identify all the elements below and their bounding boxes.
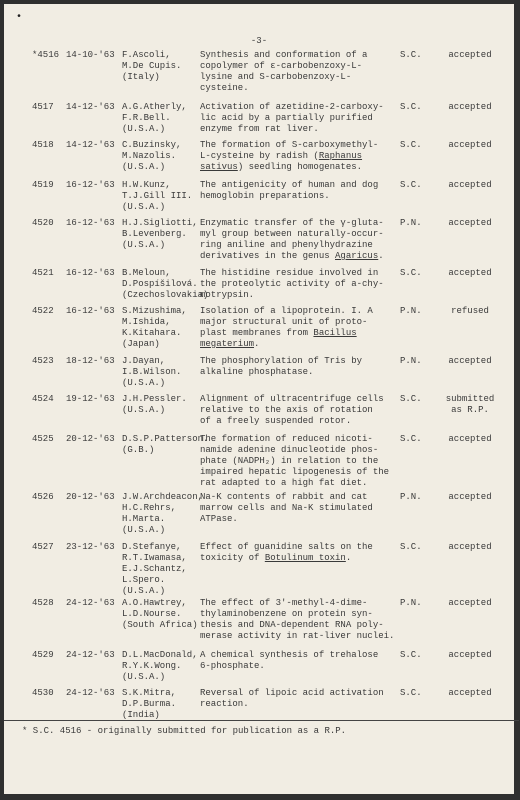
author-line: H.C.Rehrs, [122, 503, 177, 513]
entry-status [434, 268, 506, 279]
entry-code: S.C. [400, 542, 422, 552]
entry-code: S.C. [400, 688, 422, 698]
entry-authors [122, 492, 203, 536]
title-line: ATPase. [200, 514, 238, 524]
status-line: as R.P. [451, 405, 489, 415]
author-line: (U.S.A.) [122, 405, 166, 415]
entry-title [200, 598, 394, 642]
entry-code: S.C. [400, 268, 422, 278]
entry-number: 4517 [32, 102, 54, 112]
entry-title [200, 50, 367, 94]
entry-title [200, 542, 373, 564]
title-line: lic acid by a partially purified [200, 113, 373, 123]
title-line: plast membranes from Bacillus [200, 328, 357, 338]
author-line: M.Ishida, [122, 317, 171, 327]
title-line: The antigenicity of human and dog [200, 180, 379, 190]
entry-authors [122, 598, 198, 631]
entry-date: 24-12-'63 [66, 688, 115, 698]
status-line: accepted [448, 180, 492, 190]
entry-code: S.C. [400, 50, 422, 60]
entry-code: S.C. [400, 102, 422, 112]
author-line: (India) [122, 710, 160, 720]
author-line: D.Stefanye, [122, 542, 182, 552]
author-line: (U.S.A.) [122, 378, 166, 388]
status-line: accepted [448, 598, 492, 608]
author-line: (U.S.A.) [122, 672, 166, 682]
entry-code: S.C. [400, 434, 422, 444]
title-line: alkaline phosphatase. [200, 367, 314, 377]
author-line: H.W.Kunz, [122, 180, 171, 190]
title-line: thesis and DNA-dependent RNA poly- [200, 620, 384, 630]
entry-authors [122, 394, 187, 416]
entry-authors [122, 140, 181, 173]
author-line: L.Spero. [122, 575, 166, 585]
entry-title [200, 218, 384, 262]
title-line: derivatives in the genus Agaricus. [200, 251, 384, 261]
entry-date: 18-12-'63 [66, 356, 115, 366]
entry-date: 16-12-'63 [66, 268, 115, 278]
entry-status [434, 180, 506, 191]
entry-authors [122, 356, 181, 389]
entry-number: 4528 [32, 598, 54, 608]
entry-status [434, 140, 506, 151]
title-line: thylaminobenzene on protein syn- [200, 609, 373, 619]
entry-authors [122, 180, 192, 213]
footnote: * S.C. 4516 - originally submitted for publication as a R.P. [22, 726, 347, 736]
entry-date: 16-12-'63 [66, 306, 115, 316]
title-line: impaired hepatic lipogenesis of the [200, 467, 390, 477]
title-line: motrypsin. [200, 290, 255, 300]
entry-status [434, 688, 506, 699]
entry-number: 4520 [32, 218, 54, 228]
entry-status [434, 542, 506, 553]
entry-code: P.N. [400, 356, 422, 366]
entry-number: 4526 [32, 492, 54, 502]
entry-date: 23-12-'63 [66, 542, 115, 552]
entry-authors [122, 434, 208, 456]
entry-number: 4525 [32, 434, 54, 444]
entry-status [434, 434, 506, 445]
footnote-rule [4, 720, 519, 721]
status-line: refused [451, 306, 489, 316]
title-line: The formation of S-carboxymethyl- [200, 140, 379, 150]
entry-code: S.C. [400, 180, 422, 190]
title-line: Isolation of a lipoprotein. I. A [200, 306, 373, 316]
title-line: toxicity of Botulinum toxin. [200, 553, 352, 563]
entry-authors [122, 650, 198, 683]
title-line: sativus) seedling homogenates. [200, 162, 363, 172]
entry-date: 14-12-'63 [66, 102, 115, 112]
author-line: A.O.Hawtrey, [122, 598, 187, 608]
title-line: megaterium. [200, 339, 260, 349]
title-line: phate (NADPH₂) in relation to the [200, 456, 379, 466]
title-line: rat adapted to a high fat diet. [200, 478, 368, 488]
author-line: S.K.Mitra, [122, 688, 177, 698]
author-line: I.B.Wilson. [122, 367, 182, 377]
entry-status [434, 306, 506, 317]
author-line: (Italy) [122, 72, 160, 82]
entry-code: P.N. [400, 218, 422, 228]
entry-status [434, 598, 506, 609]
author-line: D.S.P.Patterson. [122, 434, 209, 444]
entry-status [434, 492, 506, 503]
title-line: Activation of azetidine-2-carboxy- [200, 102, 384, 112]
title-line: enzyme from rat liver. [200, 124, 319, 134]
entry-code: P.N. [400, 598, 422, 608]
author-line: D.L.MacDonald, [122, 650, 198, 660]
entry-title [200, 180, 378, 202]
entry-number: 4524 [32, 394, 54, 404]
entry-title [200, 492, 373, 525]
document-page [4, 4, 514, 794]
title-line: of a freely suspended rotor. [200, 416, 352, 426]
author-line: C.Buzinsky, [122, 140, 182, 150]
entry-number: 4521 [32, 268, 54, 278]
title-line: Synthesis and conformation of a [200, 50, 368, 60]
entry-code: S.C. [400, 140, 422, 150]
status-line: accepted [448, 492, 492, 502]
entry-code: S.C. [400, 394, 422, 404]
author-line: M.De Cupis. [122, 61, 182, 71]
title-line: reaction. [200, 699, 249, 709]
status-line: accepted [448, 50, 492, 60]
entry-number: 4519 [32, 180, 54, 190]
entry-title [200, 102, 384, 135]
status-line: accepted [448, 434, 492, 444]
entry-date: 20-12-'63 [66, 434, 115, 444]
author-line: D.P.Burma. [122, 699, 177, 709]
page-mark: • [16, 12, 23, 23]
author-line: (Japan) [122, 339, 160, 349]
author-line: (U.S.A.) [122, 202, 166, 212]
entry-status [434, 356, 506, 367]
entry-title [200, 688, 384, 710]
author-line: (U.S.A.) [122, 525, 166, 535]
title-line: cysteine. [200, 83, 249, 93]
title-line: The formation of reduced nicoti- [200, 434, 373, 444]
entry-number: 4523 [32, 356, 54, 366]
author-line: L.D.Nourse. [122, 609, 182, 619]
author-line: M.Nazolis. [122, 151, 177, 161]
author-line: (U.S.A.) [122, 240, 166, 250]
entry-status [434, 394, 506, 416]
author-line: (Czechoslovakia) [122, 290, 209, 300]
title-line: ring aniline and phenylhydrazine [200, 240, 373, 250]
page-number: -3- [250, 36, 268, 46]
author-line: J.H.Pessler. [122, 394, 187, 404]
title-line: The histidine residue involved in [200, 268, 379, 278]
title-line: major structural unit of proto- [200, 317, 368, 327]
entry-number: 4530 [32, 688, 54, 698]
author-line: K.Kitahara. [122, 328, 182, 338]
entry-status [434, 102, 506, 113]
entry-date: 24-12-'63 [66, 598, 115, 608]
title-line: merase activity in rat-liver nuclei. [200, 631, 395, 641]
entry-authors [122, 688, 176, 721]
title-line: the proteolytic activity of a-chy- [200, 279, 384, 289]
title-line: Reversal of lipoic acid activation [200, 688, 384, 698]
entry-title [200, 140, 378, 173]
status-line: accepted [448, 268, 492, 278]
title-line: copolymer of ε-carbobenzoxy-L- [200, 61, 363, 71]
title-line: L-cysteine by radish (Raphanus [200, 151, 363, 161]
entry-title [200, 306, 373, 350]
status-line: accepted [448, 356, 492, 366]
entry-authors [122, 306, 187, 350]
entry-date: 14-12-'63 [66, 140, 115, 150]
entry-number: 4518 [32, 140, 54, 150]
author-line: (U.S.A.) [122, 124, 166, 134]
author-line: R.T.Iwamasa, [122, 553, 187, 563]
title-line: Alignment of ultracentrifuge cells [200, 394, 384, 404]
entry-title [200, 650, 378, 672]
status-line: accepted [448, 688, 492, 698]
entry-status [434, 218, 506, 229]
entry-status [434, 50, 506, 61]
author-line: F.Ascoli, [122, 50, 171, 60]
author-line: (U.S.A.) [122, 586, 166, 596]
title-line: Enzymatic transfer of the γ-gluta- [200, 218, 384, 228]
entry-date: 16-12-'63 [66, 180, 115, 190]
status-line: accepted [448, 650, 492, 660]
title-line: namide adenine dinucleotide phos- [200, 445, 379, 455]
title-line: The effect of 3'-methyl-4-dime- [200, 598, 368, 608]
author-line: E.J.Schantz, [122, 564, 187, 574]
author-line: H.Marta. [122, 514, 166, 524]
author-line: H.J.Sigliotti, [122, 218, 198, 228]
title-line: marrow cells and Na-K stimulated [200, 503, 373, 513]
status-line: submitted [445, 394, 495, 404]
author-line: B.Levenberg. [122, 229, 187, 239]
title-line: myl group between naturally-occur- [200, 229, 384, 239]
entry-code: P.N. [400, 306, 422, 316]
author-line: J.Dayan, [122, 356, 166, 366]
status-line: accepted [448, 102, 492, 112]
entry-title [200, 268, 384, 301]
author-line: J.W.Archdeacon, [122, 492, 204, 502]
author-line: (G.B.) [122, 445, 155, 455]
entry-code: P.N. [400, 492, 422, 502]
status-line: accepted [448, 542, 492, 552]
title-line: 6-phosphate. [200, 661, 265, 671]
title-line: hemoglobin preparations. [200, 191, 330, 201]
entry-authors [122, 268, 208, 301]
author-line: (U.S.A.) [122, 162, 166, 172]
entry-title [200, 394, 384, 427]
entry-status [434, 650, 506, 661]
title-line: relative to the axis of rotation [200, 405, 373, 415]
author-line: D.Pospíšilová. [122, 279, 198, 289]
author-line: F.R.Bell. [122, 113, 171, 123]
entry-number: 4527 [32, 542, 54, 552]
title-line: The phosphorylation of Tris by [200, 356, 363, 366]
title-line: Na-K contents of rabbit and cat [200, 492, 368, 502]
entry-number: 4522 [32, 306, 54, 316]
entry-authors [122, 542, 187, 597]
entry-date: 14-10-'63 [66, 50, 115, 60]
entry-date: 19-12-'63 [66, 394, 115, 404]
author-line: S.Mizushima, [122, 306, 187, 316]
status-line: accepted [448, 218, 492, 228]
entry-date: 16-12-'63 [66, 218, 115, 228]
entry-number: *4516 [32, 50, 60, 60]
status-line: accepted [448, 140, 492, 150]
author-line: (South Africa) [122, 620, 198, 630]
author-line: T.J.Gill III. [122, 191, 193, 201]
author-line: R.Y.K.Wong. [122, 661, 182, 671]
entry-date: 20-12-'63 [66, 492, 115, 502]
title-line: A chemical synthesis of trehalose [200, 650, 379, 660]
entry-title [200, 434, 389, 489]
entry-authors [122, 102, 187, 135]
entry-authors [122, 218, 198, 251]
title-line: lysine and S-carbobenzoxy-L- [200, 72, 352, 82]
entry-authors [122, 50, 181, 83]
entry-number: 4529 [32, 650, 54, 660]
entry-title [200, 356, 362, 378]
title-line: Effect of guanidine salts on the [200, 542, 373, 552]
author-line: A.G.Atherly, [122, 102, 187, 112]
entry-date: 24-12-'63 [66, 650, 115, 660]
author-line: B.Meloun, [122, 268, 171, 278]
entry-code: S.C. [400, 650, 422, 660]
